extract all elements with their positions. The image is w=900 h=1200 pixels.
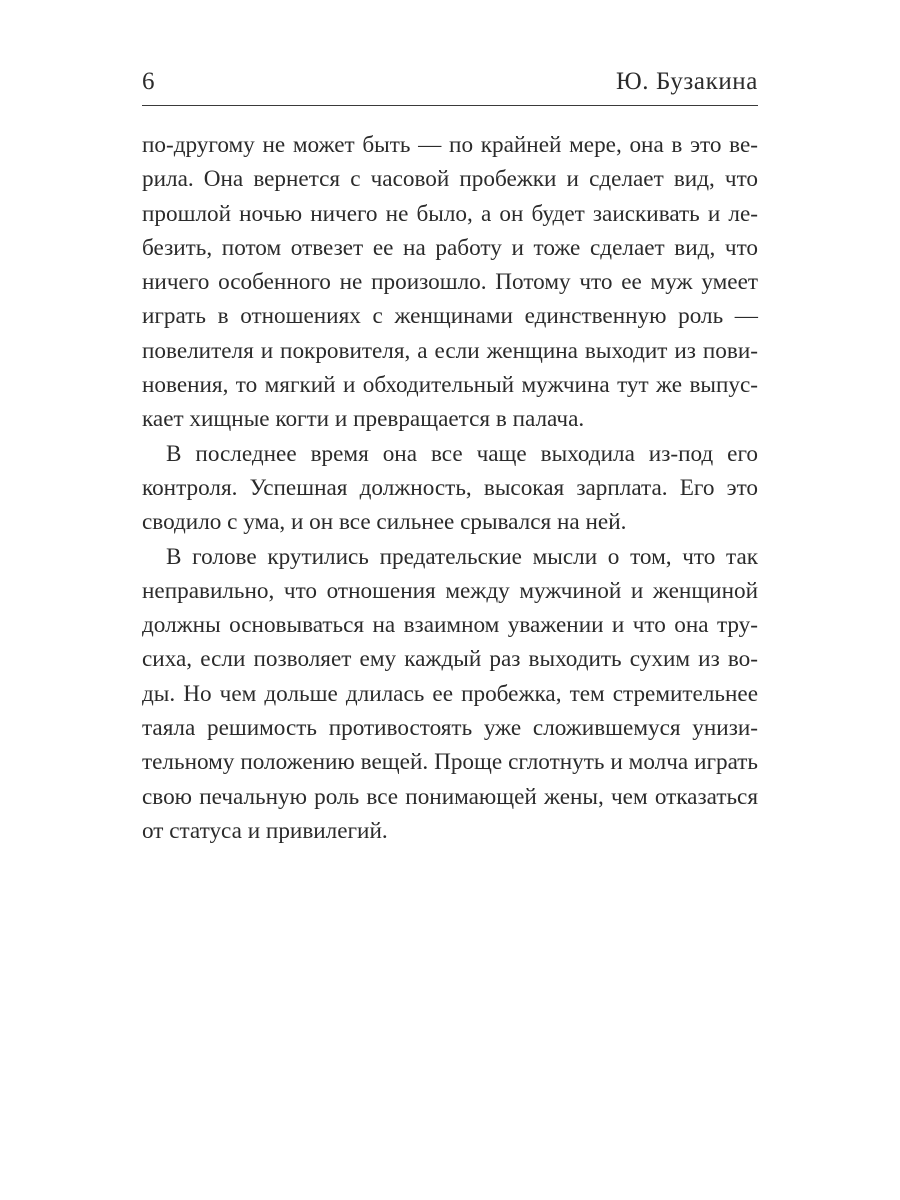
paragraph: В голове крутились предательские мысли о том, что так неправильно, что отношения между мужчиной и женщиной должны основываться на взаимном уважении и что она трусиха, если позволяет ему каждый раз выходить сухим из воды. Но чем дольше длилась ее пробежка, тем стремительнее таяла решимость противостоять уже сложившемуся унизительному положению вещей. Проще сглотнуть и молча играть свою печальную роль все понимающей жены, чем отказаться от статуса и привилегий. [142,543,758,844]
body-text [142,128,758,848]
running-head-author: Ю. Бузакина [615,68,758,95]
paragraph-continued: по-другому не может быть — по крайней мере, она в это верила. Она вернется с часовой пробежки и сделает вид, что прошлой ночью ничего не было, а он будет заискивать и лебезить, потом отвезет ее на работу и тоже сделает вид, что ничего особенного не произошло. Потому что ее муж умеет играть в отношениях с женщинами единственную роль — повелителя и покровителя, а если женщина выходит из повиновения, то мягкий и обходительный мужчина тут же выпускает хищные когти и превращается в палача. [142,132,758,433]
page-number: 6 [142,68,155,95]
running-head [142,66,758,100]
header-rule [142,105,758,106]
paragraph: В последнее время она все чаще выходила из-под его контроля. Успешная должность, высокая зарплата. Его это сводило с ума, и он все сильнее срывался на ней. [142,440,758,536]
